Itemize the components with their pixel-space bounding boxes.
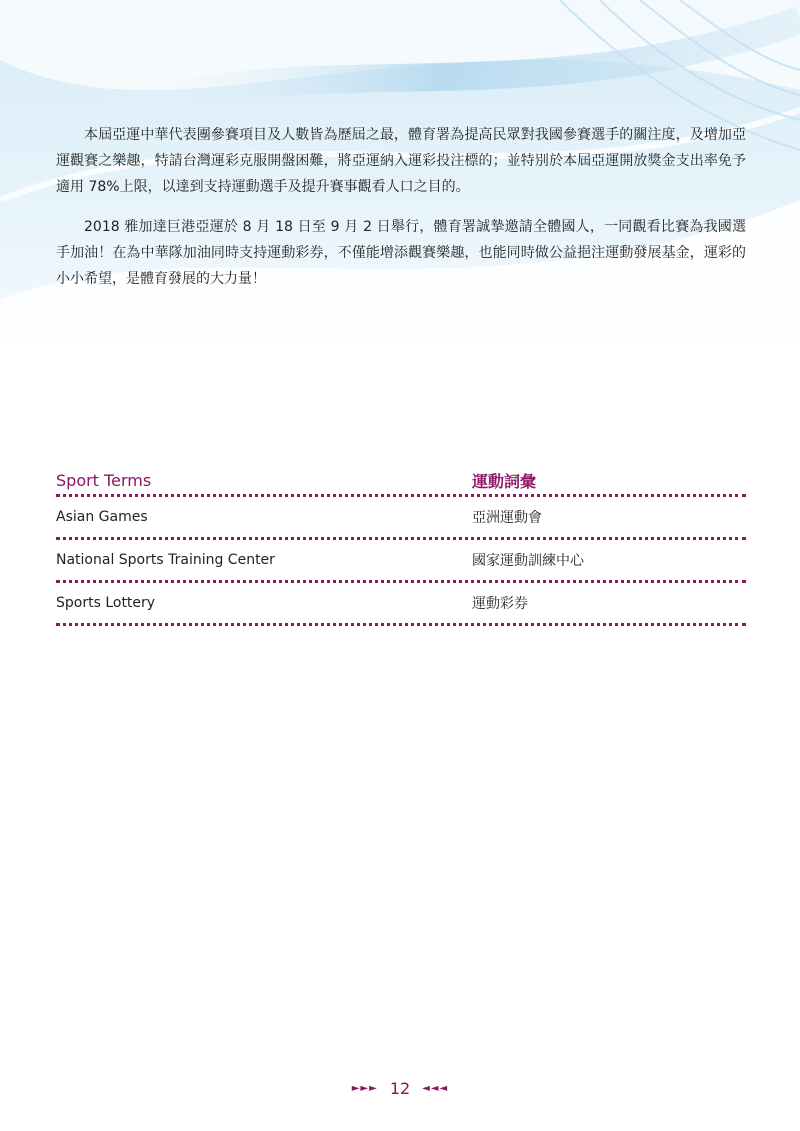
terms-header-chinese: 運動詞彙 — [472, 471, 537, 491]
term-chinese: 運動彩券 — [472, 596, 528, 612]
page-number: 12 — [389, 1078, 411, 1098]
terms-header-row — [56, 466, 746, 494]
right-arrows-icon: ►►► — [351, 1082, 378, 1094]
term-english: Sports Lottery — [56, 595, 156, 611]
term-row — [56, 497, 746, 537]
page-footer — [0, 1076, 800, 1100]
left-arrows-icon: ◄◄◄ — [422, 1082, 449, 1094]
sport-terms-table — [56, 466, 746, 626]
term-chinese: 國家運動訓練中心 — [472, 553, 584, 569]
dotted-divider — [56, 623, 746, 626]
term-english: Asian Games — [56, 509, 148, 525]
paragraph: 本屆亞運中華代表團參賽項目及人數皆為歷屆之最，體育署為提高民眾對我國參賽選手的關注度，及增加亞運觀賽之樂趣，特請台灣運彩克服開盤困難，將亞運納入運彩投注標的；並特別於本屆亞運開放獎金支出率免予適用 78%上限，以達到支持運動選手及提升賽事觀看人口之目的。 — [56, 127, 746, 195]
body-text — [56, 122, 746, 306]
terms-header-english: Sport Terms — [56, 470, 152, 490]
term-chinese: 亞洲運動會 — [472, 510, 542, 526]
term-row — [56, 583, 746, 623]
term-english: National Sports Training Center — [56, 552, 275, 568]
paragraph: 2018 雅加達巨港亞運於 8 月 18 日至 9 月 2 日舉行，體育署誠摯邀請全體國人，一同觀看比賽為我國選手加油！在為中華隊加油同時支持運動彩券，不僅能增添觀賽樂趣，也能同時做公益挹注運動發展基金，運彩的小小希望，是體育發展的大力量！ — [56, 219, 746, 287]
term-row — [56, 540, 746, 580]
